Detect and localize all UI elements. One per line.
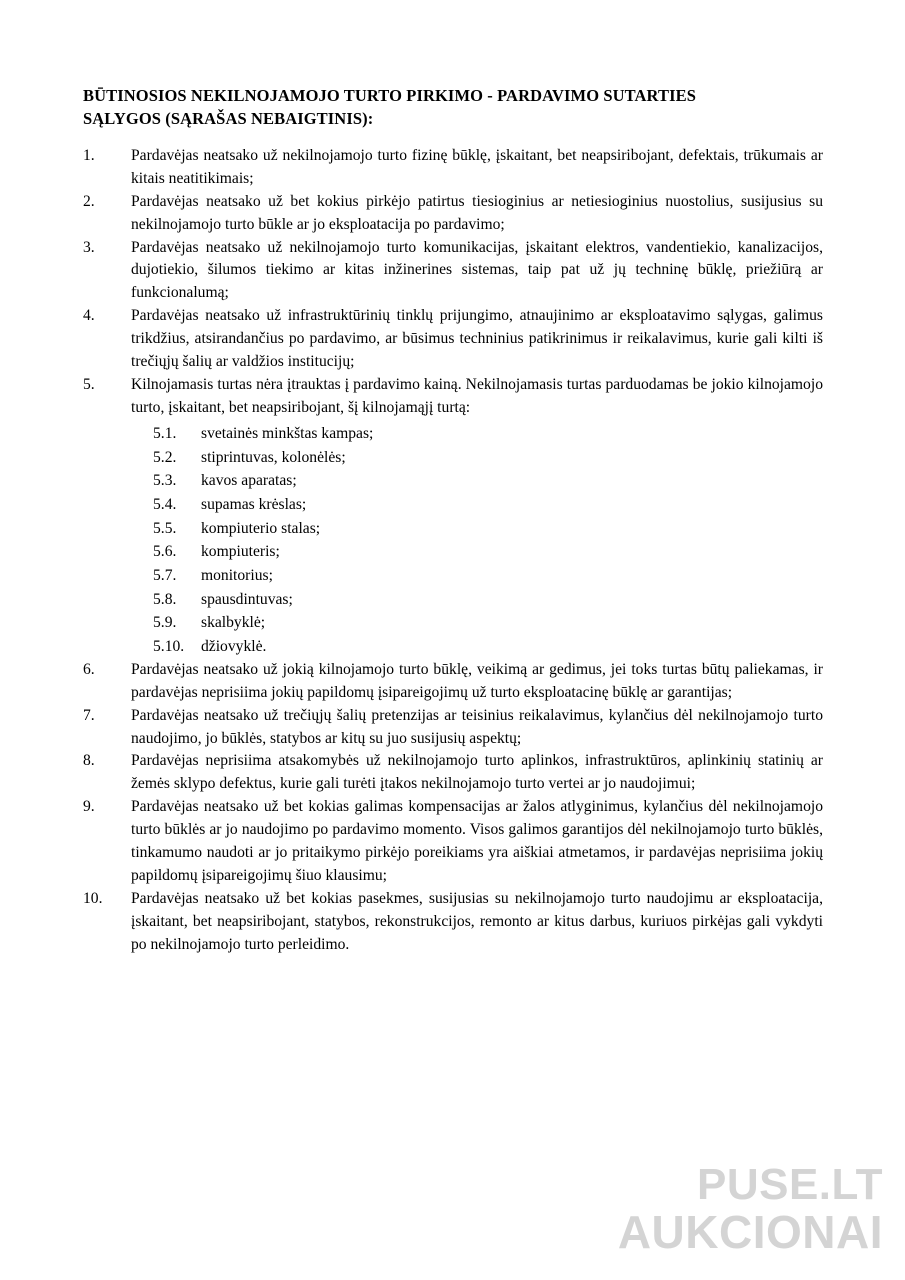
sub-list-item bbox=[131, 564, 823, 588]
sub-list-item bbox=[131, 517, 823, 541]
sub-list-item bbox=[131, 469, 823, 493]
list-item-number: 10. bbox=[83, 890, 103, 907]
sub-list-item bbox=[131, 635, 823, 659]
list-item-number: 3. bbox=[83, 238, 95, 256]
list-item-number: 9. bbox=[83, 798, 95, 816]
sub-list-item-text: supamas krėslas; bbox=[201, 495, 307, 513]
sub-list-item-text: stiprintuvas, kolonėlės; bbox=[201, 448, 346, 466]
sub-list-item-text: džiovyklė. bbox=[201, 638, 267, 656]
list-item bbox=[83, 305, 823, 374]
list-item bbox=[83, 659, 823, 705]
list-item-text: Pardavėjas neatsako už bet kokias pasekmes, susijusias su nekilnojamojo turto naudojimu ar eksploatacija, įskaitant, bet neapsiribojant, statybos, rekonstrukcijos, remonto ar kitus darbus, kuriuos pirkėjas gali vykdyti po nekilnojamojo turto perleidimo. bbox=[131, 890, 823, 953]
sub-list-item bbox=[131, 493, 823, 517]
list-item bbox=[83, 237, 823, 306]
sub-list-item-number: 5.6. bbox=[153, 543, 177, 561]
sub-list-item-number: 5.5. bbox=[153, 519, 177, 537]
sub-list-item-text: kavos aparatas; bbox=[201, 472, 297, 490]
page-title-line1: BŪTINOSIOS NEKILNOJAMOJO TURTO PIRKIMO - PARDAVIMO SUTARTIES bbox=[83, 86, 696, 105]
list-item-text: Pardavėjas neatsako už infrastruktūrinių tinklų prijungimo, atnaujinimo ar eksploatavimo sąlygas, galimus trikdžius, atsirandančius po pardavimo, ar būsimus techninius patikrinimus ir reikalavimus, kurie gali kilti iš trečiųjų šalių ar valdžios institucijų; bbox=[131, 307, 823, 371]
list-item bbox=[83, 145, 823, 191]
list-item-number: 4. bbox=[83, 307, 95, 325]
list-item-text: Pardavėjas neatsako už nekilnojamojo turto komunikacijas, įskaitant elektros, vandentiekio, kanalizacijos, dujotiekio, šilumos tiekimo ar kitas inžinerines sistemas, taip pat už jų techninę būklę, priežiūrą ar funkcionalumą; bbox=[131, 238, 823, 302]
sub-list-item-text: skalbyklė; bbox=[201, 614, 266, 632]
list-item bbox=[83, 888, 823, 957]
list-item bbox=[83, 191, 823, 237]
sub-list-item-text: kompiuterio stalas; bbox=[201, 519, 321, 537]
list-item-text: Pardavėjas neatsako už bet kokius pirkėjo patirtus tiesioginius ar netiesioginius nuostolius, susijusius su nekilnojamojo turto būkle ar jo eksploatacija po pardavimo; bbox=[131, 192, 823, 233]
sub-list-item-number: 5.8. bbox=[153, 590, 177, 608]
sub-list-item-number: 5.7. bbox=[153, 567, 177, 585]
sub-list-item-number: 5.9. bbox=[153, 614, 177, 632]
sub-list-item-text: monitorius; bbox=[201, 567, 273, 585]
sub-list-item bbox=[131, 588, 823, 612]
sub-list-item-text: svetainės minkštas kampas; bbox=[201, 424, 374, 442]
list-item-text: Kilnojamasis turtas nėra įtrauktas į pardavimo kainą. Nekilnojamasis turtas parduodamas be jokio kilnojamojo turto, įskaitant, bet neapsiribojant, šį kilnojamąjį turtą: bbox=[131, 376, 823, 416]
watermark bbox=[618, 1161, 883, 1258]
sub-list-item bbox=[131, 540, 823, 564]
list-item-text: Pardavėjas neatsako už nekilnojamojo turto fizinę būklę, įskaitant, bet neapsiribojant, defektais, trūkumais ar kitais neatitikimais; bbox=[131, 146, 823, 187]
list-item-number: 1. bbox=[83, 146, 95, 164]
list-item-number: 5. bbox=[83, 376, 95, 394]
document-body bbox=[83, 84, 823, 957]
sub-list-item-number: 5.4. bbox=[153, 495, 177, 513]
sub-list-item-number: 5.1. bbox=[153, 424, 177, 442]
list-item bbox=[83, 796, 823, 888]
list-item-number: 7. bbox=[83, 706, 95, 724]
page-title-line2: SĄLYGOS (SĄRAŠAS NEBAIGTINIS): bbox=[83, 109, 374, 129]
list-item bbox=[83, 750, 823, 796]
list-item bbox=[83, 374, 823, 659]
list-item-text: Pardavėjas neatsako už jokią kilnojamojo turto būklę, veikimą ar gedimus, jei toks turtas būtų paliekamas, ir pardavėjas neprisiima jokių papildomų įsipareigojimų už turto eksploatacinę būklę ar garantijas; bbox=[131, 660, 823, 701]
list-item-text: Pardavėjas neatsako už bet kokias galimas kompensacijas ar žalos atlyginimus, kylančius dėl nekilnojamojo turto būklės ar jo naudojimo po pardavimo momento. Visos galimos garantijos dėl nekilnojamojo turto būklės, tinkamumo naudoti ar jo pritaikymo pirkėjo poreikiams yra aiškiai atmetamos, ir pardavėjas neprisiima jokių papildomų įsipareigojimų šiuo klausimu; bbox=[131, 798, 823, 885]
list-item-text: Pardavėjas neprisiima atsakomybės už nekilnojamojo turto aplinkos, infrastruktūros, aplinkinių statinių ar žemės sklypo defektus, kurie gali turėti įtakos nekilnojamojo turto vertei ar jo naudojimui; bbox=[131, 752, 823, 793]
sub-list-item-text: spausdintuvas; bbox=[201, 590, 293, 608]
page-title bbox=[83, 84, 823, 131]
sub-list-item-number: 5.10. bbox=[153, 638, 185, 656]
watermark-line2: AUKCIONAI bbox=[617, 1206, 883, 1259]
sub-list-item-number: 5.2. bbox=[153, 448, 177, 466]
sub-list-item bbox=[131, 446, 823, 470]
sub-list-item bbox=[131, 422, 823, 446]
sub-list-item-number: 5.3. bbox=[153, 472, 177, 490]
list-item-number: 2. bbox=[83, 192, 95, 210]
watermark-line1: PUSE.LT bbox=[696, 1159, 883, 1209]
sub-list-item-text: kompiuteris; bbox=[201, 543, 280, 561]
list-item-number: 8. bbox=[83, 752, 95, 770]
list-item-text: Pardavėjas neatsako už trečiųjų šalių pretenzijas ar teisinius reikalavimus, kylančius dėl nekilnojamojo turto naudojimo, jo būklės, statybos ar kitų su juo susijusių aspektų; bbox=[131, 706, 823, 747]
list-item bbox=[83, 705, 823, 751]
movable-property-sublist bbox=[131, 422, 823, 659]
conditions-list bbox=[83, 145, 823, 957]
sub-list-item bbox=[131, 611, 823, 635]
list-item-number: 6. bbox=[83, 660, 95, 678]
